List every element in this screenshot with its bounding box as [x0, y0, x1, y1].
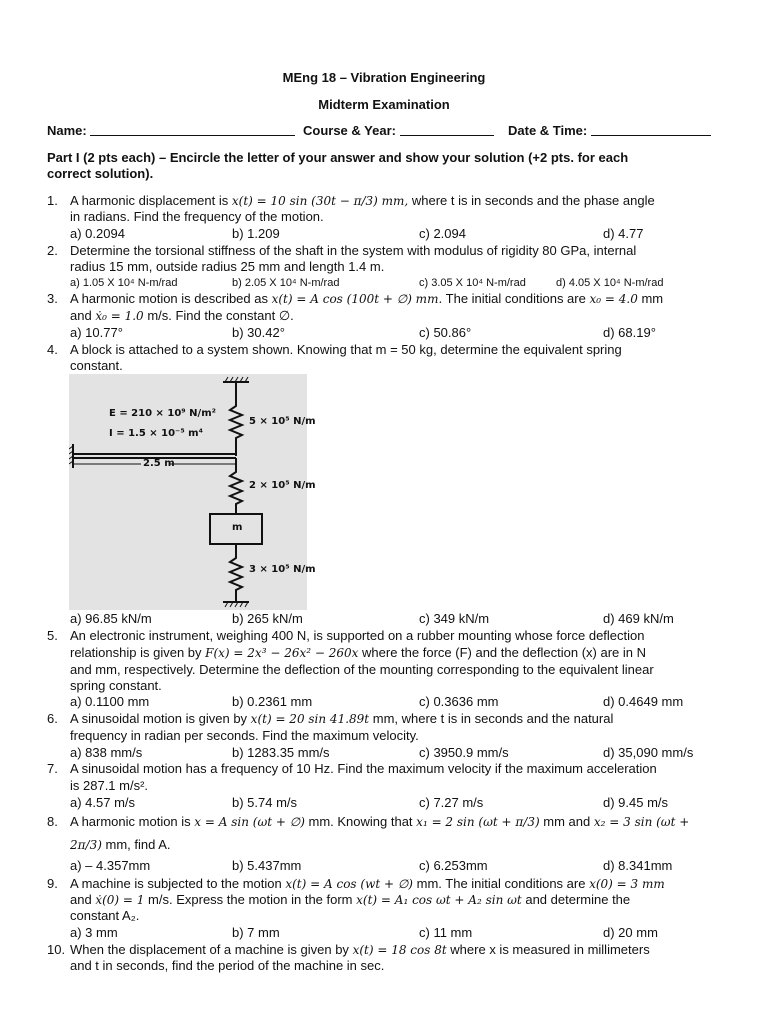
course-title: MEng 18 – Vibration Engineering [282, 70, 486, 85]
q8-option-b[interactable]: b) 5.437mm [232, 858, 302, 873]
q6-option-d[interactable]: d) 35,090 mm/s [603, 745, 694, 760]
date-field-row [508, 123, 711, 138]
name-label: Name: [47, 123, 87, 138]
q7-option-b[interactable]: b) 5.74 m/s [232, 795, 298, 810]
q7-option-d[interactable]: d) 9.45 m/s [603, 795, 669, 810]
q4-option-d[interactable]: d) 469 kN/m [603, 611, 674, 626]
name-field-row [47, 123, 295, 138]
q8-option-c[interactable]: c) 6.253mm [419, 858, 488, 873]
date-blank[interactable] [591, 123, 711, 136]
q1-option-c[interactable]: c) 2.094 [419, 226, 466, 241]
spring-k2 [230, 458, 242, 514]
q9-option-c[interactable]: c) 11 mm [419, 925, 473, 940]
q5-option-b[interactable]: b) 0.2361 mm [232, 694, 313, 709]
q6-option-a[interactable]: a) 838 mm/s [70, 745, 143, 760]
q1-option-a[interactable]: a) 0.2094 [70, 226, 125, 241]
q4-option-b[interactable]: b) 265 kN/m [232, 611, 303, 626]
k1-label: 5 × 10⁵ N/m [249, 416, 316, 427]
modulus-label: E = 210 × 10⁹ N/m² [109, 408, 216, 419]
spring-k1 [230, 382, 242, 456]
date-label: Date & Time: [508, 123, 588, 138]
course-label: Course & Year: [303, 123, 396, 138]
q6-option-c[interactable]: c) 3950.9 mm/s [419, 745, 509, 760]
q3-option-a[interactable]: a) 10.77° [70, 325, 123, 340]
course-blank[interactable] [400, 123, 494, 136]
part1-instruction-line1: Part I (2 pts each) – Encircle the letter of your answer and show your solution (+2 pts. for each [47, 150, 629, 165]
beam-length-label: 2.5 m [143, 458, 175, 469]
q9-option-d[interactable]: d) 20 mm [603, 925, 658, 940]
inertia-label: I = 1.5 × 10⁻⁵ m⁴ [109, 428, 203, 439]
mass-label: m [232, 522, 243, 533]
course-field-row [303, 123, 494, 138]
q3-option-d[interactable]: d) 68.19° [603, 325, 656, 340]
q9-option-b[interactable]: b) 7 mm [232, 925, 280, 940]
q8-option-d[interactable]: d) 8.341mm [603, 858, 673, 873]
q1-option-b[interactable]: b) 1.209 [232, 226, 280, 241]
q7-option-c[interactable]: c) 7.27 m/s [419, 795, 484, 810]
q4-option-c[interactable]: c) 349 kN/m [419, 611, 490, 626]
q2-option-b[interactable]: b) 2.05 X 10⁴ N-m/rad [232, 277, 340, 289]
q9-option-a[interactable]: a) 3 mm [70, 925, 118, 940]
q5-option-c[interactable]: c) 0.3636 mm [419, 694, 499, 709]
q2-option-c[interactable]: c) 3.05 X 10⁴ N-m/rad [419, 277, 526, 289]
q3-option-c[interactable]: c) 50.86° [419, 325, 472, 340]
name-blank[interactable] [90, 123, 295, 136]
q2-option-a[interactable]: a) 1.05 X 10⁴ N-m/rad [70, 277, 178, 289]
spring-mass-figure [69, 374, 316, 610]
k2-label: 2 × 10⁵ N/m [249, 480, 316, 491]
spring-k3 [230, 544, 242, 602]
q2-option-d[interactable]: d) 4.05 X 10⁴ N-m/rad [556, 277, 664, 289]
q1-option-d[interactable]: d) 4.77 [603, 226, 644, 241]
k3-label: 3 × 10⁵ N/m [249, 564, 316, 575]
q5-option-d[interactable]: d) 0.4649 mm [603, 694, 684, 709]
q8-option-a[interactable]: a) – 4.357mm [70, 858, 151, 873]
q5-option-a[interactable]: a) 0.1100 mm [70, 694, 150, 709]
exam-title: Midterm Examination [318, 97, 450, 112]
part1-instruction-line2: correct solution). [47, 166, 154, 181]
q4-option-a[interactable]: a) 96.85 kN/m [70, 611, 152, 626]
q7-option-a[interactable]: a) 4.57 m/s [70, 795, 136, 810]
q6-option-b[interactable]: b) 1283.35 mm/s [232, 745, 330, 760]
q3-option-b[interactable]: b) 30.42° [232, 325, 285, 340]
